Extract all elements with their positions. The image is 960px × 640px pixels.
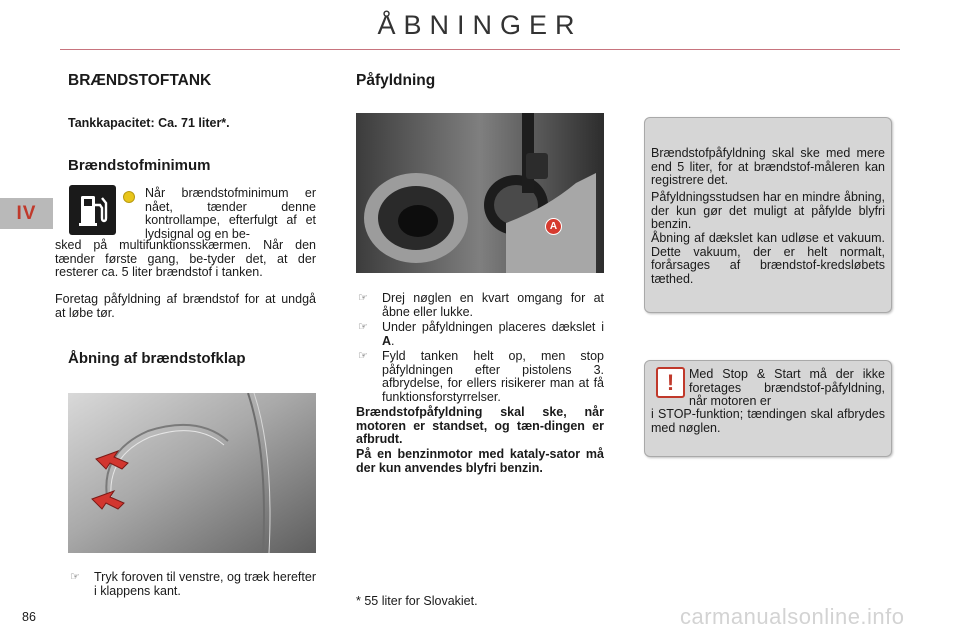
chapter-tab-label: IV <box>16 203 37 224</box>
amber-indicator-icon <box>123 191 135 203</box>
section-heading-fuel-tank: BRÆNDSTOFTANK <box>68 72 212 89</box>
page-number: 86 <box>22 610 36 624</box>
bullet-hand-icon: ☞ <box>70 571 80 583</box>
info-note-text-2: Påfyldningsstudsen har en mindre åbning, der kun gør det muligt at påfylde blyfri benzin. <box>651 190 885 231</box>
chapter-tab <box>0 198 53 229</box>
info-note-text-3: Åbning af dækslet kan udløse et vakuum. Dette vakuum, der er helt normalt, forårsages af brændstof-kredsløbets tæthed. <box>651 231 885 286</box>
bullet-hand-icon: ☞ <box>358 292 368 304</box>
watermark: carmanualsonline.info <box>680 604 905 629</box>
heading-fuel-minimum: Brændstofminimum <box>68 157 211 174</box>
refuel-bullet-2-text <box>382 321 604 348</box>
warning-note-box <box>644 360 892 457</box>
refuel-warning-engine: Brændstofpåfyldning skal ske, når motoren er standset, og tæn-dingen er afbrudt. <box>356 405 604 446</box>
footnote: * 55 liter for Slovakiet. <box>356 594 478 608</box>
refuel-bullet-2-pre: Under påfyldningen placeres dækslet i <box>382 320 604 334</box>
warning-icon: ! <box>656 367 685 398</box>
refuel-bullet-1-text: Drej nøglen en kvart omgang for at åbne eller lukke. <box>382 291 604 319</box>
fuel-min-text-3: Foretag påfyldning af brændstof for at undgå at løbe tør. <box>55 292 316 320</box>
heading-refueling: Påfyldning <box>356 72 436 89</box>
refuel-bullet-1 <box>358 292 604 320</box>
refuel-bullet-3-text: Fyld tanken helt op, men stop påfyldningen efter pistolens 3. afbrydelse, for ellers risikerer man at få funktionsforstyrrelser. <box>382 349 604 404</box>
refueling-photo <box>356 113 604 273</box>
refuel-warning-unleaded: På en benzinmotor med kataly-sator må der kun anvendes blyfri benzin. <box>356 447 604 475</box>
refuel-bullet-2-post: . <box>391 333 395 348</box>
bullet-hand-icon: ☞ <box>358 350 368 362</box>
refuel-bullet-3 <box>358 350 604 406</box>
title-divider <box>60 49 900 50</box>
warning-note-text-1: Med Stop & Start må der ikke foretages brændstof-påfyldning, når motoren er <box>689 367 885 408</box>
info-note-text-1: Brændstofpåfyldning skal ske med mere end 5 liter, for at brændstof-måleren kan registrere det. <box>651 146 885 187</box>
fuel-pump-icon <box>69 185 116 235</box>
callout-marker-a: A <box>545 218 562 235</box>
fuel-min-text-2: sked på multifunktionsskærmen. Når den tænder første gang, be-tyder det, at der resterer ca. 5 liter brændstof i tanken. <box>55 238 316 279</box>
refuel-bullet-2 <box>358 321 604 349</box>
fuel-flap-photo <box>68 393 316 553</box>
info-note-box <box>644 117 892 313</box>
tank-capacity: Tankkapacitet: Ca. 71 liter*. <box>68 116 230 130</box>
bullet-hand-icon: ☞ <box>358 321 368 333</box>
flap-bullet-item <box>70 571 316 599</box>
flap-bullet-text: Tryk foroven til venstre, og træk herefter i klappens kant. <box>94 570 316 598</box>
refuel-bullet-2-label: A <box>382 333 392 348</box>
warning-note-text-2: i STOP-funktion; tændingen skal afbrydes med nøglen. <box>651 407 885 435</box>
page-title: ÅBNINGER <box>377 10 583 40</box>
heading-fuel-flap: Åbning af brændstofklap <box>68 350 246 367</box>
fuel-min-text-1: Når brændstofminimum er nået, tænder denne kontrollampe, efterfulgt af et lydsignal og en be- <box>145 186 316 241</box>
